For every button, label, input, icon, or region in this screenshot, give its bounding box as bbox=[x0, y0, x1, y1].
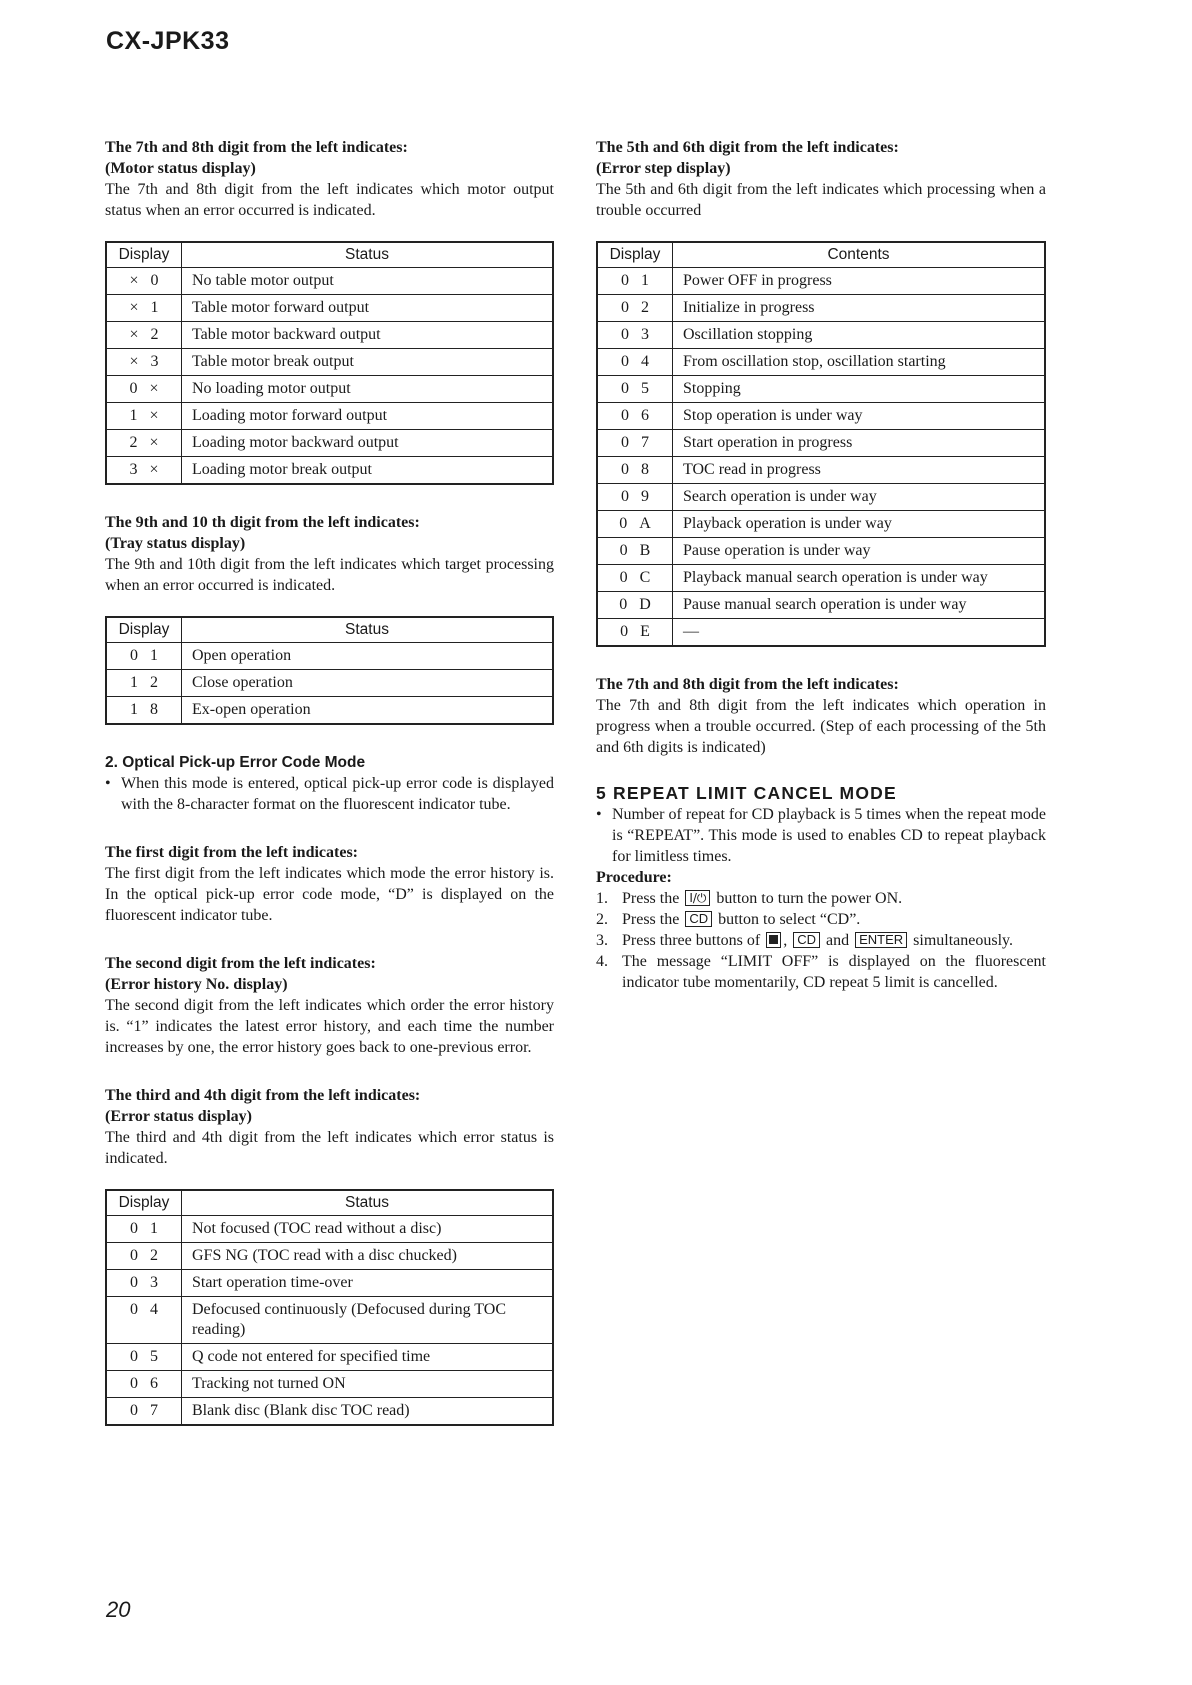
table-row bbox=[106, 1216, 553, 1243]
model-header: CX-JPK33 bbox=[106, 27, 230, 55]
second-digit-description: The second digit from the left indicates which order the error history is. “1” indicates the latest error history, and each time the number increases by one, the error history goes back to one-previous error. bbox=[105, 997, 554, 1056]
table-row bbox=[597, 592, 1045, 619]
table-row bbox=[597, 268, 1045, 295]
display-code: 0 6 bbox=[106, 1371, 182, 1398]
status-text: No loading motor output bbox=[182, 376, 554, 403]
col-display: Display bbox=[106, 242, 182, 268]
table-row bbox=[106, 430, 553, 457]
status-text: Ex-open operation bbox=[182, 697, 554, 725]
display-code: 1 2 bbox=[106, 670, 182, 697]
display-code: 0 2 bbox=[597, 295, 673, 322]
display-code: 0 1 bbox=[106, 643, 182, 670]
status-text: Table motor break output bbox=[182, 349, 554, 376]
status-text: Power OFF in progress bbox=[673, 268, 1046, 295]
procedure-step-2 bbox=[596, 909, 1046, 930]
tray-heading: The 9th and 10 th digit from the left indicates: bbox=[105, 514, 420, 531]
col-status: Status bbox=[182, 617, 554, 643]
step-number: 1. bbox=[596, 890, 608, 907]
table-row bbox=[597, 511, 1045, 538]
step-number: 3. bbox=[596, 932, 608, 949]
display-code: 0 9 bbox=[597, 484, 673, 511]
status-text: Open operation bbox=[182, 643, 554, 670]
display-code: 0 × bbox=[106, 376, 182, 403]
display-code: 2 × bbox=[106, 430, 182, 457]
right-column bbox=[596, 137, 1046, 993]
display-code: 0 4 bbox=[106, 1297, 182, 1344]
step-text: Press three buttons of bbox=[622, 932, 761, 949]
status-text: Stopping bbox=[673, 376, 1046, 403]
col-status: Status bbox=[182, 1190, 554, 1216]
step-text: button to turn the power ON. bbox=[716, 890, 903, 907]
status-text: Close operation bbox=[182, 670, 554, 697]
step-text: and bbox=[825, 932, 850, 949]
step-number: 4. bbox=[596, 953, 608, 970]
col-contents: Contents bbox=[673, 242, 1046, 268]
display-code: 0 C bbox=[597, 565, 673, 592]
table-row bbox=[106, 670, 553, 697]
third-digit-subheading: (Error status display) bbox=[105, 1108, 252, 1125]
display-code: 0 D bbox=[597, 592, 673, 619]
display-code: × 2 bbox=[106, 322, 182, 349]
page-number: 20 bbox=[106, 1597, 131, 1622]
step-subheading: (Error step display) bbox=[596, 160, 731, 177]
col-status: Status bbox=[182, 242, 554, 268]
table-row bbox=[106, 697, 553, 725]
status-text: No table motor output bbox=[182, 268, 554, 295]
display-code: 0 6 bbox=[597, 403, 673, 430]
display-code: 0 4 bbox=[597, 349, 673, 376]
status-text: TOC read in progress bbox=[673, 457, 1046, 484]
first-digit-description: The first digit from the left indicates which mode the error history is. In the optical pick-up error code mode, “D” is displayed on the fluorescent indicator tube. bbox=[105, 865, 554, 924]
tray-description: The 9th and 10th digit from the left indicates which target processing when an error occurred is indicated. bbox=[105, 556, 554, 594]
display-code: 0 3 bbox=[597, 322, 673, 349]
table-row bbox=[106, 1243, 553, 1270]
third-digit-heading: The third and 4th digit from the left indicates: bbox=[105, 1087, 421, 1104]
table-row bbox=[106, 1371, 553, 1398]
display-code: 0 3 bbox=[106, 1270, 182, 1297]
step-number: 2. bbox=[596, 911, 608, 928]
table-row bbox=[106, 322, 553, 349]
procedure-label: Procedure: bbox=[596, 869, 672, 886]
error-step-table bbox=[596, 241, 1046, 647]
status-text: Tracking not turned ON bbox=[182, 1371, 554, 1398]
cd-key-icon: CD bbox=[793, 932, 820, 948]
step-text: button to select “CD”. bbox=[718, 911, 861, 928]
second-digit-heading: The second digit from the left indicates: bbox=[105, 955, 376, 972]
tray-status-table bbox=[105, 616, 554, 725]
error-status-table bbox=[105, 1189, 554, 1426]
display-code: 0 1 bbox=[597, 268, 673, 295]
status-text: Loading motor forward output bbox=[182, 403, 554, 430]
cd-key-icon: CD bbox=[685, 911, 712, 927]
status-text: Initialize in progress bbox=[673, 295, 1046, 322]
left-column bbox=[105, 137, 554, 1426]
optical-bullet-text: When this mode is entered, optical pick-up error code is displayed with the 8-character format on the fluorescent indicator tube. bbox=[121, 775, 554, 813]
status-text: Start operation time-over bbox=[182, 1270, 554, 1297]
first-digit-heading: The first digit from the left indicates: bbox=[105, 844, 358, 861]
status-text: Loading motor break output bbox=[182, 457, 554, 485]
status-text: Search operation is under way bbox=[673, 484, 1046, 511]
table-row bbox=[106, 349, 553, 376]
status-text: Pause manual search operation is under way bbox=[673, 592, 1046, 619]
tray-subheading: (Tray status display) bbox=[105, 535, 246, 552]
step-description: The 5th and 6th digit from the left indicates which processing when a trouble occurred bbox=[596, 181, 1046, 219]
procedure-step-1 bbox=[596, 888, 1046, 909]
table-row bbox=[597, 349, 1045, 376]
table-row bbox=[106, 403, 553, 430]
table-row bbox=[106, 1344, 553, 1371]
stop-key-icon bbox=[766, 932, 781, 948]
table-row bbox=[597, 403, 1045, 430]
step-text: simultaneously. bbox=[913, 932, 1013, 949]
table-row bbox=[597, 484, 1045, 511]
display-code: 0 8 bbox=[597, 457, 673, 484]
display-code: 0 5 bbox=[597, 376, 673, 403]
motor-description: The 7th and 8th digit from the left indicates which motor output status when an error occurred is indicated. bbox=[105, 181, 554, 219]
step-text: Press the bbox=[622, 911, 680, 928]
display-code: × 0 bbox=[106, 268, 182, 295]
status-text: Stop operation is under way bbox=[673, 403, 1046, 430]
status-text: Loading motor backward output bbox=[182, 430, 554, 457]
display-code: 0 B bbox=[597, 538, 673, 565]
power-key-icon: I/⏻ bbox=[685, 890, 710, 906]
display-code: 0 7 bbox=[106, 1398, 182, 1426]
col-display: Display bbox=[106, 617, 182, 643]
motor-status-table bbox=[105, 241, 554, 485]
display-code: 0 7 bbox=[597, 430, 673, 457]
status-text: Playback manual search operation is under way bbox=[673, 565, 1046, 592]
display-code: 0 A bbox=[597, 511, 673, 538]
table-row bbox=[106, 643, 553, 670]
col-display: Display bbox=[597, 242, 673, 268]
motor-subheading: (Motor status display) bbox=[105, 160, 256, 177]
table-row bbox=[597, 565, 1045, 592]
col-display: Display bbox=[106, 1190, 182, 1216]
enter-key-icon: ENTER bbox=[855, 932, 907, 948]
status-text: GFS NG (TOC read with a disc chucked) bbox=[182, 1243, 554, 1270]
operation-heading: The 7th and 8th digit from the left indicates: bbox=[596, 676, 899, 693]
status-text: Start operation in progress bbox=[673, 430, 1046, 457]
table-row bbox=[597, 295, 1045, 322]
repeat-bullet: • Number of repeat for CD playback is 5 times when the repeat mode is “REPEAT”. This mode is used to enables CD to repeat playback for limitless times. bbox=[596, 806, 1046, 865]
status-text: Table motor forward output bbox=[182, 295, 554, 322]
display-code: 0 2 bbox=[106, 1243, 182, 1270]
status-text: Playback operation is under way bbox=[673, 511, 1046, 538]
step-text: Press the bbox=[622, 890, 680, 907]
display-code: 1 × bbox=[106, 403, 182, 430]
status-text: Table motor backward output bbox=[182, 322, 554, 349]
operation-description: The 7th and 8th digit from the left indicates which operation in progress when a trouble occurred. (Step of each processing of the 5th and 6th digits is indicated) bbox=[596, 697, 1046, 756]
table-row bbox=[106, 268, 553, 295]
status-text: Not focused (TOC read without a disc) bbox=[182, 1216, 554, 1243]
status-text: Defocused continuously (Defocused during TOC reading) bbox=[182, 1297, 554, 1344]
display-code: 1 8 bbox=[106, 697, 182, 725]
table-row bbox=[597, 376, 1045, 403]
table-row bbox=[106, 457, 553, 485]
optical-bullet: • When this mode is entered, optical pick-up error code is displayed with the 8-character format on the fluorescent indicator tube. bbox=[105, 775, 554, 813]
step-separator: , bbox=[783, 932, 788, 949]
status-text: Oscillation stopping bbox=[673, 322, 1046, 349]
status-text: Blank disc (Blank disc TOC read) bbox=[182, 1398, 554, 1426]
step-heading: The 5th and 6th digit from the left indicates: bbox=[596, 139, 899, 156]
table-row bbox=[106, 1297, 553, 1344]
table-row bbox=[597, 538, 1045, 565]
display-code: 0 5 bbox=[106, 1344, 182, 1371]
table-row bbox=[106, 1398, 553, 1426]
table-row bbox=[597, 619, 1045, 647]
status-text: Pause operation is under way bbox=[673, 538, 1046, 565]
table-row bbox=[597, 322, 1045, 349]
table-row bbox=[597, 430, 1045, 457]
step-text: The message “LIMIT OFF” is displayed on the fluorescent indicator tube momentarily, CD repeat 5 limit is cancelled. bbox=[622, 953, 1046, 991]
third-digit-description: The third and 4th digit from the left indicates which error status is indicated. bbox=[105, 1129, 554, 1167]
repeat-bullet-text: Number of repeat for CD playback is 5 times when the repeat mode is “REPEAT”. This mode is used to enables CD to repeat playback for limitless times. bbox=[612, 806, 1046, 865]
table-row bbox=[106, 1270, 553, 1297]
display-code: × 1 bbox=[106, 295, 182, 322]
motor-heading: The 7th and 8th digit from the left indicates: bbox=[105, 139, 408, 156]
table-row bbox=[106, 376, 553, 403]
second-digit-subheading: (Error history No. display) bbox=[105, 976, 288, 993]
status-text: Q code not entered for specified time bbox=[182, 1344, 554, 1371]
procedure-step-3 bbox=[596, 930, 1046, 951]
procedure-step-4 bbox=[596, 951, 1046, 993]
table-row bbox=[597, 457, 1045, 484]
table-row bbox=[106, 295, 553, 322]
status-text: — bbox=[673, 619, 1046, 647]
status-text: From oscillation stop, oscillation starting bbox=[673, 349, 1046, 376]
repeat-section-title: 5 REPEAT LIMIT CANCEL MODE bbox=[596, 783, 897, 803]
display-code: 0 E bbox=[597, 619, 673, 647]
display-code: 0 1 bbox=[106, 1216, 182, 1243]
optical-section-title: 2. Optical Pick-up Error Code Mode bbox=[105, 754, 366, 771]
display-code: × 3 bbox=[106, 349, 182, 376]
display-code: 3 × bbox=[106, 457, 182, 485]
